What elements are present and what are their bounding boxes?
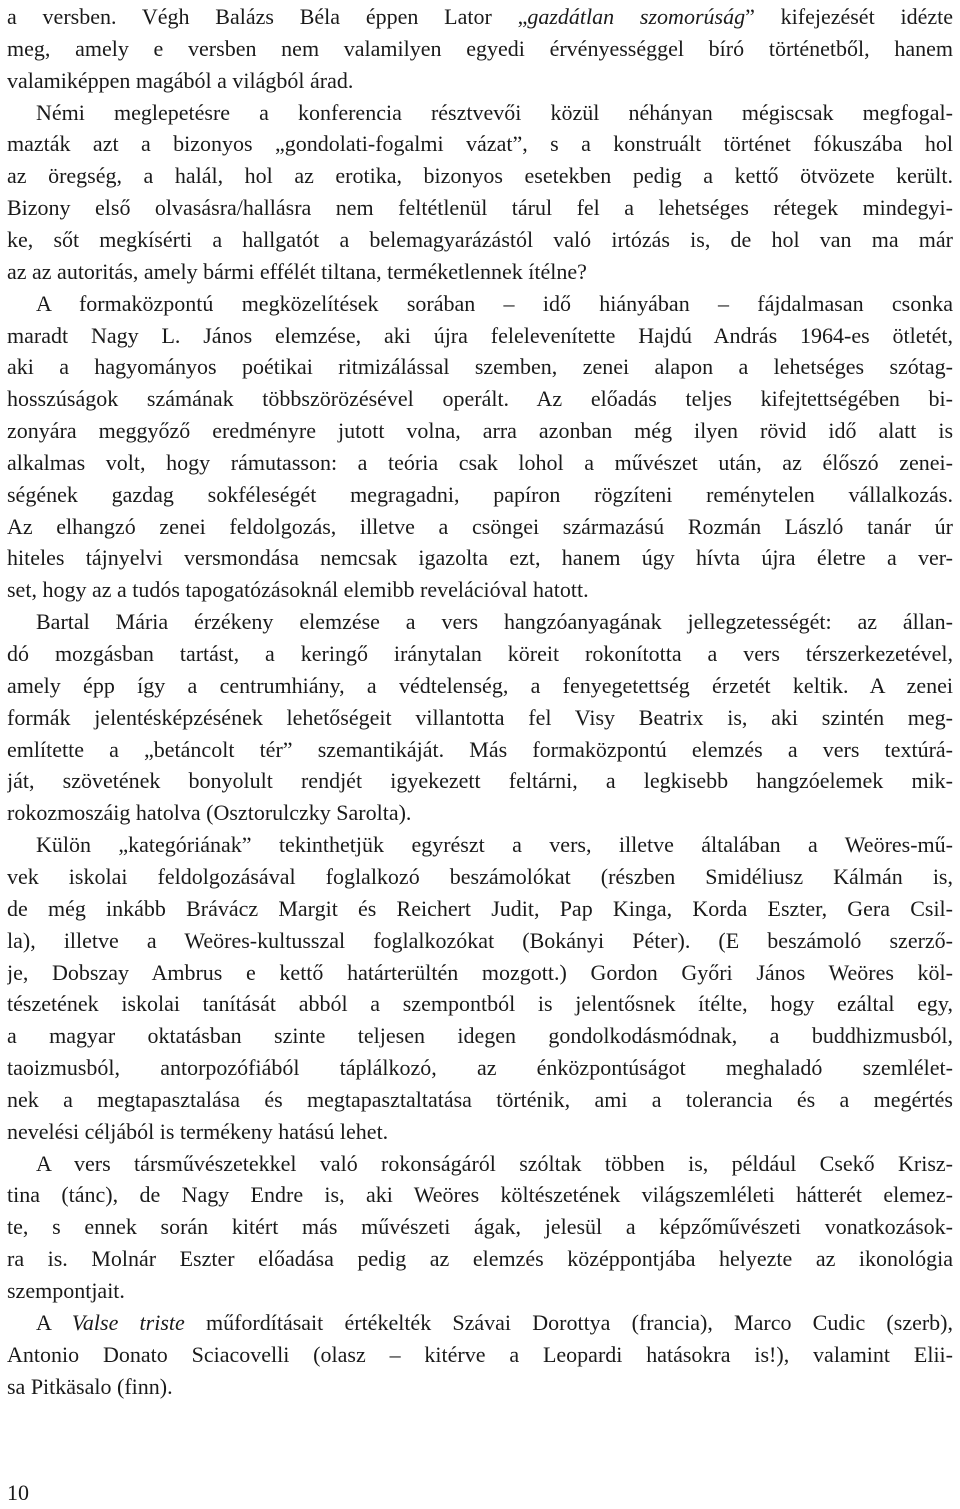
text-line: [7, 66, 953, 96]
italic-title: gazdátlan szomorúság: [527, 4, 746, 29]
text-line: [7, 1021, 953, 1051]
text-run: te, s ennek során kitért más művészeti ágak, jelesül a képzőművészeti vonatkozások-: [7, 1214, 953, 1240]
text-line: [7, 703, 953, 733]
text-run: tészetének iskolai tanítását abból a szempontból is jelentősnek ítélte, hogy ezáltal egy,: [7, 991, 953, 1017]
text-run: rokozmoszáig hatolva (Osztorulczky Sarolta).: [7, 800, 412, 826]
text-line: [7, 958, 953, 988]
text-run: aki a hagyományos poétikai ritmizálással szemben, zenei alapon a lehetséges szótag-: [7, 354, 953, 380]
text-run: maradt Nagy L. János elemzése, aki újra felelevenítette Hajdú András 1964-es ötletét,: [7, 322, 953, 348]
text-line: [7, 1372, 953, 1402]
text-run: nek a megtapasztalása és megtapasztaltatása történik, ami a tolerancia és a megértés: [7, 1086, 953, 1112]
text-run: ke, sőt megkísérti a hallgatót a belemagyarázástól való irtózás is, de hol van ma már: [7, 226, 953, 252]
text-line: [7, 1212, 953, 1242]
text-line: [7, 448, 953, 478]
text-line: [7, 161, 953, 191]
text-run: az öregség, a halál, hol az erotika, bizonyos esetekben pedig a kettő ötvözete került.: [7, 163, 953, 189]
text-line: [7, 1180, 953, 1210]
text-line: [7, 1053, 953, 1083]
text-line: [36, 1149, 953, 1179]
text-line: [36, 1308, 953, 1338]
text-run: szempontjait.: [7, 1278, 125, 1303]
text-run: dó mozgásban tartást, a keringő iránytalan köreit rokonította a vers térszerkezetével,: [7, 641, 953, 666]
text-run: sa Pitkäsalo (finn).: [7, 1373, 173, 1399]
text-run: mazták azt a bizonyos „gondolati-fogalmi vázat”, s a konstruált történet fókuszába hol: [7, 131, 953, 157]
text-run: Az elhangzó zenei feldolgozás, illetve a csöngei származású Rozmán László tanár úr: [7, 513, 953, 539]
text-line: [7, 321, 953, 351]
text-run: zonyára meggyőző eredményre jutott volna, arra azonban még ilyen rövid idő alatt is: [7, 418, 953, 444]
text-line: [7, 480, 953, 510]
text-line: [7, 798, 953, 828]
text-line: [7, 34, 953, 64]
text-run: ra is. Molnár Eszter előadása pedig az elemzés középpontjába helyezte az ikonológia: [7, 1246, 953, 1272]
text-run: amely épp így a centrumhiány, a védtelenség, a fenyegetettség érzetét keltik. A zenei: [7, 672, 953, 698]
text-line: [7, 512, 953, 542]
text-run: Bartal Mária érzékeny elemzése a vers hangzóanyagának jellegzetességét: az állan-: [36, 609, 953, 635]
text-run: ségének gazdag sokféleségét megragadni, papíron rögzíteni reménytelen vállalkozás.: [7, 481, 953, 507]
text-line: [36, 607, 953, 637]
text-line: [36, 830, 953, 860]
text-line: [7, 2, 953, 32]
text-run: de még inkább Brávácz Margit és Reichert Judit, Pap Kinga, Korda Eszter, Gera Csil-: [7, 895, 953, 921]
text-run: A vers társművészetekkel való rokonságáról szóltak többen is, például Csekő Krisz-: [36, 1150, 953, 1176]
text-line: [7, 193, 953, 223]
text-run: set, hogy az a tudós tapogatózásoknál elemibb revelációval hatott.: [7, 577, 589, 603]
text-line: [36, 289, 953, 319]
text-run: taoizmusból, antorpozófiából táplálkozó, az énközpontúságot meghaladó szemlélet-: [7, 1055, 953, 1081]
text-run: valamiképpen magából a világból árad.: [7, 67, 354, 93]
text-run: Bizony első olvasásra/hallásra nem feltétlenül tárul fel a lehetséges rétegek mindegyi-: [7, 195, 953, 221]
page-number: 10: [7, 1480, 29, 1505]
text-line: [7, 543, 953, 573]
text-run: A: [36, 1309, 72, 1335]
text-run: ját, szövetének bonyolult rendjét igyekezett feltárni, a legkisebb hangzóelemek mik-: [7, 768, 953, 794]
text-run: nevelési céljából is termékeny hatású lehet.: [7, 1118, 389, 1144]
text-line: [7, 129, 953, 159]
text-line: [7, 735, 953, 765]
text-run: meg, amely e versben nem valamilyen egyedi érvényességgel bíró történetből, hanem: [7, 35, 953, 61]
text-line: [7, 575, 953, 605]
text-run: Antonio Donato Sciacovelli (olasz – kitérve a Leopardi hatásokra is!), valamint Elii-: [7, 1341, 953, 1367]
text-line: [7, 989, 953, 1019]
italic-title: Valse triste: [71, 1309, 185, 1335]
text-line: [7, 257, 953, 287]
text-run: alkalmas volt, hogy rámutasson: a teória csak lohol a művészet után, az élőszó zenei-: [7, 449, 953, 475]
text-line: [7, 671, 953, 701]
text-line: [7, 1276, 953, 1306]
text-run: hosszúságok számának többszörözésével operált. Az előadás teljes kifejtettségében bi-: [7, 386, 953, 412]
text-line: [7, 894, 953, 924]
text-run: a magyar oktatásban szinte teljesen idegen gondolkodásmódnak, a buddhizmusból,: [7, 1023, 953, 1049]
text-line: [7, 352, 953, 382]
text-run: hiteles tájnyelvi versmondása nemcsak igazolta ezt, hanem úgy hívta újra életre a ver-: [7, 545, 953, 571]
text-run: vek iskolai feldolgozásával foglalkozó beszámolókat (részben Smidéliusz Kálmán is,: [7, 863, 953, 889]
text-run: műfordításait értékelték Szávai Dorottya (francia), Marco Cudic (szerb),: [184, 1309, 953, 1335]
text-line: [7, 1244, 953, 1274]
text-run: la), illetve a Weöres-kultusszal foglalkozókat (Bokányi Péter). (E beszámoló szerző-: [7, 927, 953, 953]
text-run: a versben. Végh Balázs Béla éppen Lator „: [7, 4, 528, 29]
text-line: [7, 766, 953, 796]
text-run: Némi meglepetésre a konferencia résztvevői közül néhányan mégiscsak megfogal-: [36, 99, 953, 125]
text-run: je, Dobszay Ambrus e kettő határterültén mozgott.) Gordon Győri János Weöres köl-: [7, 959, 953, 985]
text-line: [7, 1340, 953, 1370]
text-line: [36, 98, 953, 128]
text-run: ” kifejezését idézte: [745, 4, 953, 29]
text-line: [7, 639, 953, 669]
text-run: Külön „kategóriának” tekinthetjük egyrészt a vers, illetve általában a Weöres-mű-: [36, 832, 953, 858]
text-line: [7, 384, 953, 414]
text-run: említette a „betáncolt tér” szemantikáját. Más formaközpontú elemzés a vers textúrá-: [7, 736, 953, 762]
text-line: [7, 926, 953, 956]
text-run: A formaközpontú megközelítések sorában – idő hiányában – fájdalmasan csonka: [36, 290, 953, 316]
text-run: tina (tánc), de Nagy Endre is, aki Weöres költészetének világszemléleti hátterét elemez-: [7, 1182, 953, 1208]
text-line: [7, 416, 953, 446]
text-run: az az autoritás, amely bármi effélét tiltana, terméketlennek ítélne?: [7, 258, 587, 284]
text-line: [7, 862, 953, 892]
text-line: [7, 1117, 953, 1147]
text-line: [7, 1085, 953, 1115]
text-line: [7, 225, 953, 255]
text-run: formák jelentésképzésének lehetőségeit villantotta fel Visy Beatrix is, aki szintén meg-: [7, 704, 953, 730]
